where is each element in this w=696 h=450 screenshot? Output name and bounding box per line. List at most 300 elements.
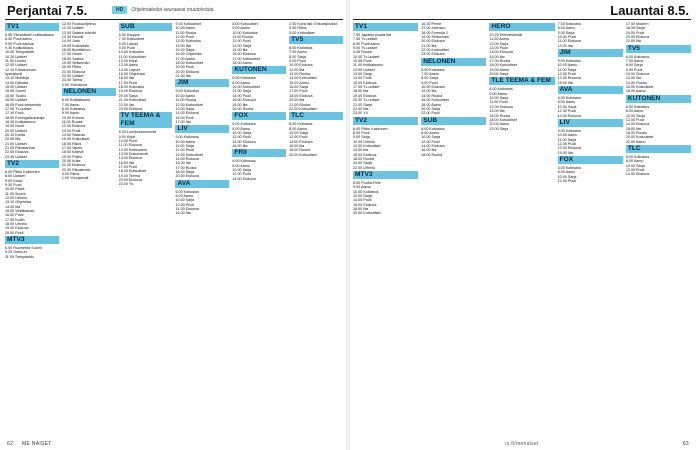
- program-line: 12.00 Kirjat: [118, 59, 138, 64]
- listing-column: [232, 22, 286, 436]
- listing-column: [558, 22, 623, 436]
- program-line: 22.00 Ilta: [353, 106, 369, 111]
- program-line: 20.00 Ilta: [289, 98, 305, 103]
- program-line: 14.00 Ilta: [175, 43, 191, 48]
- program-line: 16.00 Puoli: [175, 115, 194, 120]
- program-line: 12.00 Puoli: [232, 172, 251, 177]
- program-line: 8.00 Lapset: [118, 41, 138, 46]
- program-line: 8.00 Luontodokumentti: [118, 130, 157, 135]
- program-line: 18.00 Ilta: [353, 207, 369, 212]
- program-line: 14.00 Elokuva: [175, 111, 199, 116]
- program-line: 8.00 Sarja: [289, 54, 306, 59]
- program-line: 20.00 Sarja: [118, 93, 138, 98]
- program-line: 11.00 Ruoka: [232, 35, 253, 40]
- program-line: 14.00 Elokuva: [625, 122, 650, 127]
- program-line: 21.00 Uutiset: [5, 141, 27, 146]
- program-line: 6.00 Kotiostos: [625, 54, 650, 59]
- program-line: 18.00 Kotiuutiset: [118, 169, 147, 174]
- program-line: 14.00 Elokuva: [421, 143, 445, 148]
- program-line: 6.30 Puoli aamu: [5, 37, 32, 42]
- program-line: 14.00 Puoli: [353, 198, 372, 203]
- program-line: 2.50 Kova laki: Erikoisyksikkö: [289, 22, 338, 26]
- program-line: 12.00 Kotiuutiset: [175, 102, 203, 107]
- program-line: 20.00 Elokuva: [625, 35, 650, 40]
- program-line: 9.00 Puoli aamua: [5, 41, 34, 46]
- program-line: 7.00 Japanin puutarhat: [353, 33, 391, 37]
- program-line: 10.30 Uutiset: [5, 54, 27, 59]
- channel-header: TV5: [626, 45, 691, 53]
- program-line: 20.10 Kanta: [5, 132, 25, 137]
- program-line: 6.00 Kotiostos: [289, 122, 313, 127]
- program-line: 10.00 Tv-uutiset: [353, 54, 380, 59]
- program-line: 22.05 Elokuva: [5, 150, 29, 155]
- program-line: 11.00 Luonto: [5, 59, 27, 64]
- day-title-saturday: Lauantai 8.5.: [610, 3, 689, 18]
- program-line: 9.00 Sarja: [353, 135, 370, 140]
- program-line: 7.55 Tv-uutiset: [353, 37, 378, 42]
- program-line: 5.55 Ylimmäinen uutiskatsaus: [5, 33, 54, 37]
- program-line: 12.00 Puoli: [625, 117, 645, 122]
- channel-header: FOX: [558, 156, 623, 164]
- program-line: 7.00 Aamu: [625, 59, 644, 64]
- program-line: 8.00 Aamu: [289, 126, 307, 131]
- program-line: 17.00 Vaimo: [61, 145, 83, 150]
- program-line: 9.00 Aamu: [61, 111, 80, 116]
- channel-header: JIM: [175, 79, 229, 87]
- program-line: 14.00 Elokuva: [289, 139, 313, 144]
- program-line: 18.00 Ruoka: [353, 156, 374, 161]
- program-line: 6.00 Pikku Kakkonen: [353, 126, 388, 131]
- program-line: 22.00 Kotiuutiset: [421, 48, 449, 53]
- program-line: 18.00 Aamu: [421, 102, 441, 107]
- program-line: 12.00 Puoli: [557, 141, 577, 146]
- program-line: 18.00 Ruoka: [421, 152, 443, 157]
- channel-header: TV2: [353, 117, 418, 125]
- program-line: 16.00 Ohjelmaa: [175, 52, 202, 57]
- program-line: 8.00 Aamu: [232, 126, 250, 131]
- program-line: 16.00 Ilta: [289, 143, 305, 148]
- program-line: 7.00 Kotiuutiset: [118, 37, 145, 42]
- program-line: 7.00 Aamu: [421, 72, 439, 77]
- program-line: 20.00 Uutiset: [5, 128, 27, 133]
- program-line: 6.00 Kotiostos: [625, 154, 650, 159]
- program-line: 8.00 Sarja: [421, 76, 439, 81]
- program-line: 12.00 Kotiuutiset: [353, 143, 381, 148]
- listing-column: [289, 22, 343, 436]
- program-line: 10.00 Aamu: [175, 26, 196, 31]
- channel-header: TV5: [289, 36, 343, 44]
- program-line: 10.00 Aamu: [175, 93, 196, 98]
- program-line: 20.30 Tv-uutiset: [353, 98, 380, 103]
- program-line: 19.00 Poliisi: [61, 154, 82, 159]
- program-line: 12.00 Urheilu: [5, 196, 27, 201]
- program-line: 12.00 Puoli: [557, 72, 577, 77]
- program-line: 17.00 Ostos: [61, 52, 82, 57]
- program-line: 6.00 Kotiostos: [421, 126, 445, 131]
- program-line: kyselytunti: [5, 72, 23, 77]
- program-line: 11.00 Kotiuutiset: [118, 54, 146, 59]
- website-footer: is.fi/menaiset: [505, 441, 539, 447]
- program-line: 13.10 Ohjelmaa: [5, 200, 32, 205]
- program-line: 14.00 Elokuva: [557, 113, 581, 118]
- program-line: 18.00 Kätevä: [61, 150, 84, 155]
- program-line: 15.00 Vinttikamari: [5, 209, 35, 214]
- program-line: 15.00 Aamu: [289, 80, 309, 85]
- program-line: 22.00 Aamu: [625, 139, 646, 144]
- program-line: 13.00 Puoli: [61, 128, 81, 133]
- program-line: 8.00 Aamu: [175, 194, 194, 198]
- program-line: 18.00 Sarja: [175, 169, 195, 174]
- right-page: [348, 0, 696, 450]
- program-line: 15.00 Elokuva: [232, 52, 256, 57]
- program-line: 10.00 Elokuva: [625, 72, 650, 77]
- program-line: 17.00 Aamu: [175, 56, 196, 61]
- program-line: 21.00 Ilta: [421, 43, 437, 48]
- program-line: 15.50 Tuokio: [5, 93, 27, 98]
- program-line: 14.00 Ruoka: [625, 80, 647, 85]
- program-line: 18.00 Kotiostos: [118, 85, 145, 90]
- program-line: 17.00 Ilta: [175, 119, 191, 124]
- program-line: 16.05 Puoli seitsemän: [5, 102, 42, 107]
- program-line: 13.00 Ilta: [557, 43, 573, 48]
- program-line: 12.00 Uutiset: [5, 63, 27, 68]
- program-line: 22.00 Ilta: [625, 39, 641, 44]
- program-line: 16.00 Ilta: [175, 211, 191, 216]
- program-line: 6.00 Pikku Kakkonen: [5, 169, 40, 174]
- program-line: 19.00 Nuori: [5, 124, 25, 129]
- program-line: 8.00 Aamu: [557, 26, 576, 31]
- program-line: 18.00 Kotiuutiset: [175, 61, 203, 66]
- program-line: 9.00 Puoli: [289, 59, 306, 64]
- program-line: 11.00 Kotikatsomo: [353, 63, 384, 68]
- program-line: 11.00 Ruoka: [175, 30, 197, 35]
- program-line: 12.00 Puoli: [232, 135, 251, 140]
- channel-header: TV1: [353, 23, 418, 31]
- program-line: 6.00 Kotiostos: [232, 159, 256, 164]
- program-line: 20.00 Sarja: [489, 72, 509, 77]
- program-line: 14.00 Elokuva: [232, 139, 256, 144]
- channel-header: TV1: [5, 23, 59, 31]
- program-line: 6.00 Kotiostos: [625, 104, 650, 109]
- program-line: 16.00 Ruoka: [489, 113, 511, 118]
- program-line: 15.00 Ohjelmaa: [118, 72, 145, 77]
- program-line: 11.00 Sarja: [557, 137, 577, 142]
- program-line: 16.00 Uutiset: [5, 98, 27, 103]
- program-line: 14.00 Elokuva: [175, 207, 199, 212]
- channel-header: TV TEEMA & FEM: [119, 112, 173, 128]
- program-line: 13.00 Sarja: [175, 106, 195, 111]
- program-line: 10.00 Kotiostos: [232, 30, 258, 35]
- program-line: 16.00 Bumtsibum: [61, 48, 91, 53]
- program-line: 10.00 Aamu: [557, 63, 578, 68]
- program-line: 20.00 Aamu: [489, 122, 510, 127]
- program-line: 6.00 Kotiostos: [557, 165, 581, 170]
- program-line: 11.00 Ruoka: [175, 98, 197, 103]
- program-line: 20.00 Puoli: [5, 230, 24, 235]
- program-line: 22.00 Kotiuutiset: [289, 106, 317, 111]
- program-line: 20.00 Elokuva: [175, 174, 199, 179]
- program-line: 8.00 Puoli: [353, 130, 370, 135]
- program-line: 22.30 Rikostiedot: [61, 167, 91, 172]
- program-line: 16.00 Kotiuutiset: [421, 98, 449, 103]
- program-line: 13.00 Puoli: [489, 46, 508, 51]
- program-line: 16.00 Ilta: [175, 161, 191, 166]
- program-line: 13.10 Muistoja: [5, 76, 29, 81]
- program-line: 21.00 Ilta: [175, 74, 191, 79]
- program-line: 10.00 Aamu: [557, 133, 578, 138]
- program-line: 22.00 Urheilu: [353, 165, 375, 170]
- program-line: 17.00 Tv-uutiset: [353, 85, 380, 90]
- program-line: 20.00 Elokuva: [175, 69, 199, 74]
- program-line: 12.00 Puoli: [421, 139, 440, 144]
- listing-column: [175, 22, 229, 436]
- top-banner: [112, 5, 214, 14]
- program-line: 8.00 Aamu: [625, 159, 644, 164]
- program-line: 9.00 Kotiostos: [557, 128, 581, 133]
- program-line: 20.00 Kotiuutiset: [353, 211, 381, 216]
- program-line: 14.00 Ilta: [232, 48, 248, 53]
- program-line: 16.00 Elokuva: [353, 202, 377, 207]
- listing-column: [353, 22, 418, 436]
- program-line: 14.00 Elokuva: [489, 50, 513, 55]
- program-line: 12.00 Keskustelu: [118, 147, 147, 152]
- header-rule: [5, 19, 343, 20]
- program-line: 9.00 Tv-uutiset: [353, 46, 378, 51]
- program-line: 14.00 Ilta: [489, 109, 505, 114]
- program-line: 21.00 Ruoka: [289, 102, 311, 107]
- program-line: 18.00 Aamu: [232, 61, 252, 66]
- program-line: 12.00 Ilta: [421, 89, 437, 94]
- channel-header: TV2: [5, 160, 59, 168]
- program-line: 10.00 Sarja: [175, 198, 195, 203]
- program-line: 16.00 Rikos: [61, 141, 82, 146]
- program-line: 18.00 Ilta: [353, 89, 369, 94]
- program-line: 16.00 Ilta: [118, 160, 134, 165]
- program-line: 15.00 Kotiosasto: [61, 43, 90, 48]
- program-line: 6.00 Kotikatsomo: [61, 98, 91, 103]
- program-line: 18.00 Elokuva: [289, 93, 313, 98]
- channel-header: TLC: [626, 145, 691, 153]
- program-line: 17.00 Kotiuutiset: [232, 56, 260, 61]
- channel-header: AVA: [558, 86, 623, 94]
- program-line: 6.00 Kauppa: [118, 33, 140, 37]
- header-rule-right: [353, 19, 691, 20]
- program-line: 18.00 Ilta: [232, 102, 248, 107]
- program-line: 13.30 Kauniit: [61, 35, 84, 40]
- program-line: 14.00 Elokuva: [175, 156, 199, 161]
- program-line: 4.00 Rikos: [289, 26, 307, 31]
- program-line: 10.00 Sarja: [232, 167, 252, 172]
- page-number-right: 63: [682, 441, 689, 447]
- program-line: 12.00 Sarja: [353, 194, 372, 198]
- hd-badge: HD: [112, 6, 127, 14]
- program-line: 12.00 Uutiset: [353, 67, 375, 72]
- program-line: 15.05 Suomi: [5, 89, 26, 94]
- program-line: 14.00 Salama: [61, 132, 85, 137]
- program-line: 12.00 Puoli: [232, 39, 251, 44]
- program-line: 10.05 Puoli: [353, 59, 372, 64]
- program-line: 21.00 Kotiuutiset: [118, 98, 147, 103]
- program-line: 22.00 Yö: [118, 182, 134, 187]
- program-line: 10.00 Sarja: [557, 104, 577, 109]
- program-line: 16.00 Kotiuutiset: [625, 85, 654, 90]
- program-line: 18.00 Kotiuutiset: [489, 63, 517, 68]
- program-line: 8.00 Sarja: [625, 63, 643, 68]
- program-line: 10.00 Sarja: [625, 163, 645, 168]
- program-line: 6.00 Kotiostos: [557, 96, 581, 101]
- channel-header: TLE TEEMA & FEM: [489, 77, 554, 85]
- program-line: 22.00 Sarja: [489, 126, 509, 131]
- program-line: 17.00 Ruoka: [489, 59, 511, 64]
- program-line: 13.00 Salatut elämät: [61, 30, 96, 35]
- program-line: 15.00 Ilta: [557, 150, 573, 155]
- program-line: 14.00 Ilta: [5, 204, 21, 209]
- program-line: 23.00 Yö: [353, 111, 368, 116]
- program-line: 15.00 Kotiuutiset: [61, 137, 90, 142]
- day-title-friday: Perjantai 7.5.: [7, 3, 88, 18]
- program-line: 14.00 Puoli: [353, 76, 372, 81]
- program-line: 12.00 Puoli: [625, 167, 645, 172]
- program-line: 22.00 Uutiset: [61, 74, 84, 79]
- program-line: 16.30 Perhe: [421, 22, 442, 26]
- listing-column: [421, 22, 486, 436]
- program-line: 8.00 Aamu: [232, 163, 250, 168]
- program-line: 12.00 Puoli: [557, 109, 577, 114]
- program-line: 6.00 Kotiostos: [289, 46, 313, 51]
- program-line: 16.00 Elokuva: [353, 152, 377, 157]
- program-line: 21.00 Sarja: [353, 102, 372, 107]
- program-line: 11.00 Sarja: [557, 67, 577, 72]
- program-line: 17.00 Kodin: [5, 217, 25, 222]
- program-line: 20.00 Pikku: [61, 65, 82, 70]
- program-line: 7.00 Aamu: [289, 50, 307, 55]
- program-line: 16.00 Puoli: [5, 213, 24, 218]
- program-line: 12.00 Sarja: [232, 89, 252, 94]
- program-line: 20.00 Elokuva: [421, 39, 445, 44]
- program-line: 10.00 Puoli: [557, 35, 577, 40]
- program-line: 10.00 Puoli: [118, 138, 138, 143]
- program-line: 11.00 Aamu: [489, 37, 509, 42]
- channel-header: AVA: [175, 180, 229, 188]
- program-line: 16.00 Ilta: [118, 76, 134, 81]
- program-line: 10.00 Elokuva: [421, 85, 445, 90]
- listing-column: [119, 22, 173, 436]
- program-line: 17.00 Puoli: [118, 164, 138, 169]
- program-line: 18.30 Kotikatsomo: [5, 119, 36, 124]
- program-line: 16.00 Ilta: [625, 126, 641, 131]
- program-line: 7.00 Aamu: [61, 102, 80, 107]
- channel-header: LIV: [175, 125, 229, 133]
- program-line: 14.00 Elokuva: [118, 156, 143, 161]
- program-line: 15.00 Uutiset: [5, 85, 27, 90]
- channel-header: SUB: [119, 23, 173, 31]
- page-number-left: 62: [7, 441, 14, 447]
- program-line: 18.00 Formula 1: [421, 30, 449, 35]
- program-line: 8.00 Kotiuutiset: [232, 22, 258, 26]
- program-line: 9.00 Kirjat: [118, 134, 136, 139]
- program-line: 19.00 Elokuva: [118, 89, 143, 94]
- program-line: 12.00 Elokuva: [489, 104, 513, 109]
- program-line: 13.00 Dokumentti: [118, 151, 148, 156]
- program-line: 20.00 Elokuva: [118, 177, 143, 182]
- program-line: 16.00 Sarja: [289, 85, 309, 90]
- program-line: 9.00 Puoli: [118, 46, 136, 51]
- program-line: 18.00 Urheilu: [5, 222, 27, 227]
- program-line: 11.00 Elokuva: [118, 143, 142, 148]
- listing-column: [5, 22, 59, 436]
- program-line: 10.00 Elokuva: [289, 63, 313, 68]
- program-line: 10.00 Kotiostos: [118, 50, 145, 55]
- program-line: 9.00 Kotiuutiset: [175, 22, 201, 26]
- program-line: 9.00 Kausi: [5, 178, 23, 183]
- program-line: 15.00 Ilta: [557, 80, 573, 85]
- program-line: 20.00 Sarja: [353, 161, 372, 166]
- program-line: 19.00 Teema: [118, 173, 140, 178]
- program-line: 12.00 Puoli: [175, 35, 194, 40]
- program-line: 20.55 Ilta: [5, 137, 21, 142]
- program-line: 14.00 Puoli: [232, 93, 251, 98]
- program-line: 9.30 Puoli: [5, 183, 22, 187]
- program-line: 11.00 Suomi: [5, 191, 26, 196]
- program-line: 17.00 Ruoka: [175, 165, 197, 170]
- right-listings: [353, 22, 691, 436]
- program-line: 0.00 Yöelokuva: [61, 82, 88, 87]
- program-line: 21.05 Rikostarinat: [5, 145, 35, 150]
- program-line: 19.00 Seitsemän: [61, 61, 90, 66]
- program-line: 9.00 Kotiostos: [557, 59, 581, 64]
- program-line: 17.00 Puoli: [289, 89, 308, 94]
- program-line: 1.00 Yöohjelmat: [61, 176, 89, 181]
- program-line: 14.00 Lapset: [118, 67, 140, 72]
- channel-header: HERO: [489, 23, 554, 31]
- program-line: 14.00 Ilta: [353, 148, 369, 153]
- program-line: 12.00 Elokuva: [61, 124, 86, 129]
- program-line: 12.25 Uutiset: [61, 26, 84, 31]
- program-line: 23.45 Uutiset: [5, 154, 27, 159]
- program-line: 9.00 Kotiostos: [175, 89, 199, 94]
- program-line: 10.00 Kotiostos: [353, 189, 379, 194]
- channel-header: TLC: [289, 112, 343, 120]
- program-line: 14.00 Elokuva: [232, 176, 256, 181]
- program-line: 10.00 Sarja: [421, 135, 441, 140]
- program-line: 16.00 Ilta: [489, 54, 505, 59]
- program-line: 10.00 Sarja: [489, 96, 509, 101]
- program-line: 10.00 Urheilu: [353, 139, 375, 144]
- channel-header: NELONEN: [62, 88, 116, 96]
- program-line: 12.00 Puoli: [175, 202, 194, 207]
- program-line: 13.00 Ruoka: [289, 72, 311, 77]
- program-line: 20.00 Kotiuutiset: [625, 135, 654, 140]
- program-line: 8.00 Puoli aamu: [353, 41, 380, 46]
- program-line: 14.00 Elämää: [5, 80, 28, 85]
- program-line: 13.00 Elokuva: [557, 146, 581, 151]
- program-line: 19.00 Seitsemän: [421, 35, 449, 40]
- program-line: 8.00 Aamu: [232, 80, 250, 85]
- program-line: 11.00 Sarja: [175, 143, 195, 148]
- program-line: 0.00 Rikos: [61, 172, 80, 176]
- program-line: 13.00 Sarja: [232, 43, 252, 48]
- program-line: 17.00 Tv-uutiset: [5, 106, 32, 111]
- program-line: 21.00 Elokuva: [61, 163, 86, 168]
- program-line: 9.00 Sarja: [557, 30, 575, 35]
- program-line: 18.00 Ruoka: [625, 130, 647, 135]
- program-line: 12.00 Puoli: [557, 178, 577, 183]
- program-line: 13.00 Kotiostos: [175, 39, 201, 44]
- program-line: 19.00 Puoli: [625, 30, 645, 35]
- program-line: 22.00 Puoli: [421, 111, 440, 116]
- program-line: 23.00 Elokuva: [118, 106, 143, 111]
- program-line: 10.00 Sarja: [289, 130, 309, 135]
